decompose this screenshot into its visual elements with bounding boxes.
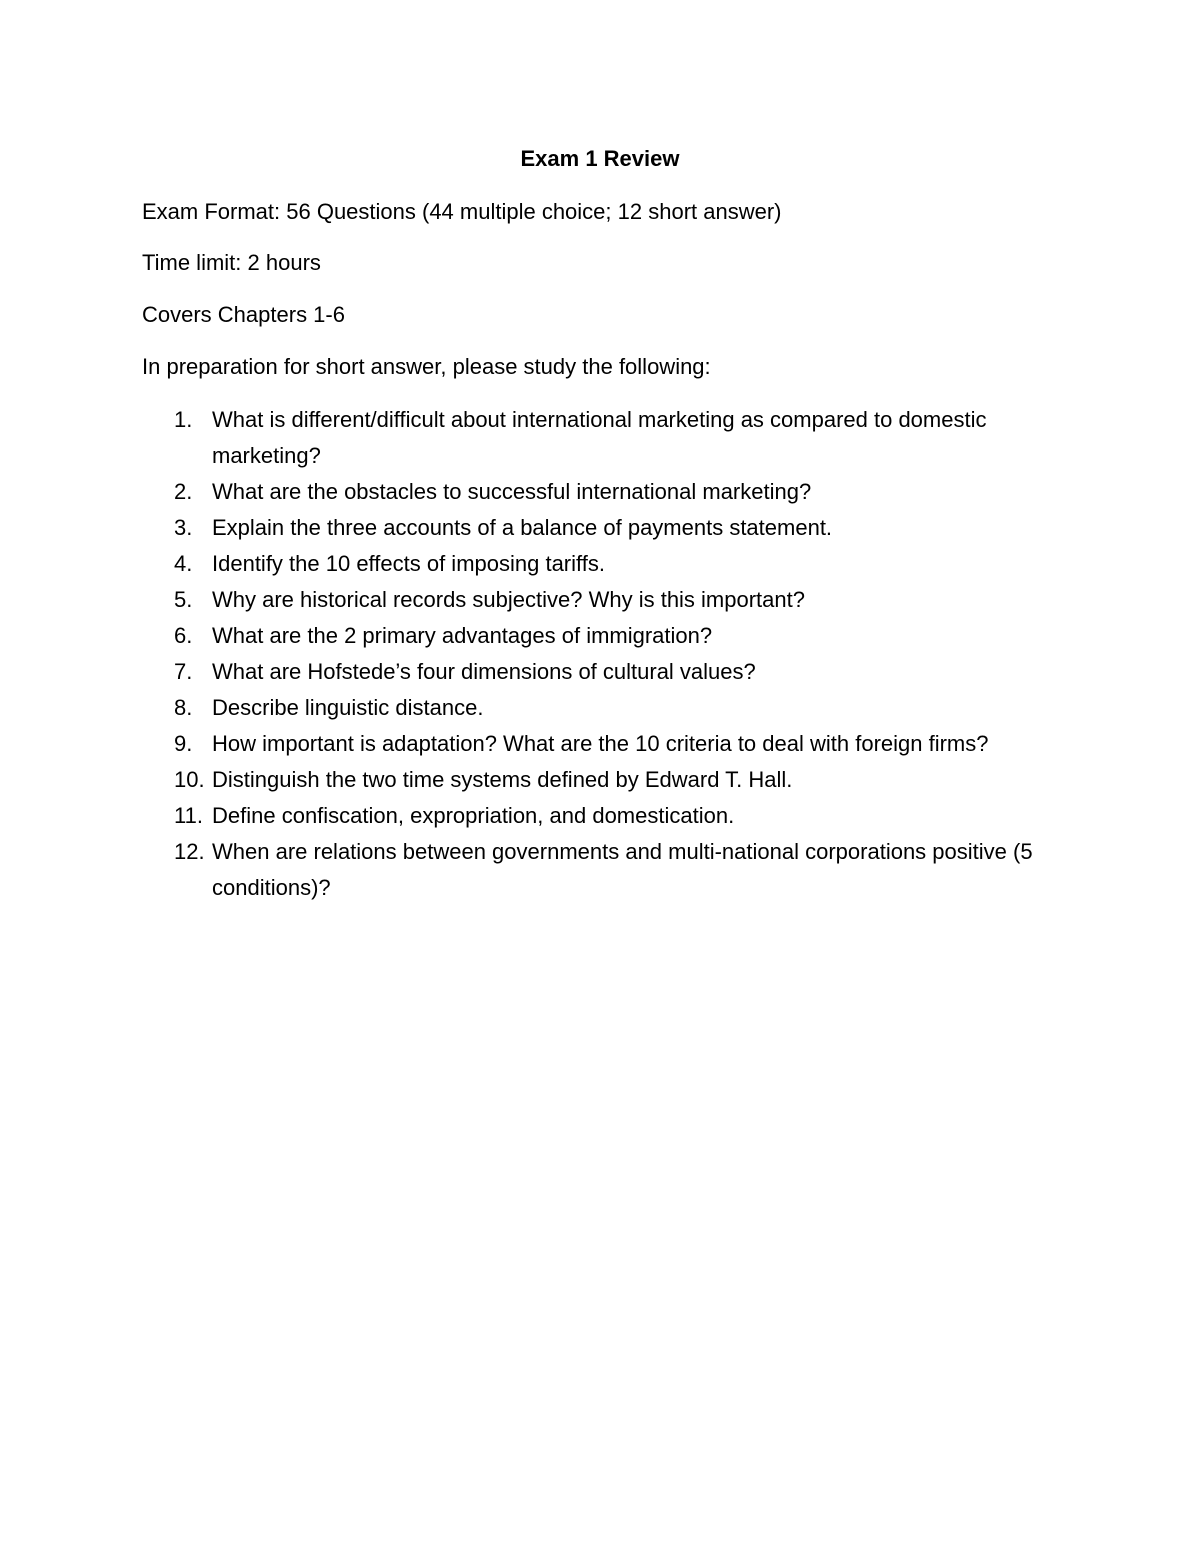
question-number: 8.: [174, 695, 193, 720]
question-number: 4.: [174, 551, 193, 576]
question-text: What are the 2 primary advantages of immigration?: [212, 623, 713, 648]
question-item-8: [142, 690, 1062, 726]
question-number: 3.: [174, 515, 193, 540]
question-number: 1.: [174, 407, 193, 432]
question-number: 5.: [174, 587, 193, 612]
question-item-10: [142, 762, 1062, 798]
question-text: Describe linguistic distance.: [212, 695, 484, 720]
question-item-11: [142, 798, 1062, 834]
question-text: Distinguish the two time systems defined by Edward T. Hall.: [212, 767, 793, 792]
time-limit-line: Time limit: 2 hours: [142, 250, 321, 275]
chapters-line: Covers Chapters 1-6: [142, 302, 345, 327]
question-list: [142, 402, 1062, 906]
question-number: 9.: [174, 731, 193, 756]
question-number: 12.: [174, 839, 205, 864]
exam-format-line: Exam Format: 56 Questions (44 multiple choice; 12 short answer): [142, 199, 782, 224]
question-item-2: [142, 474, 1062, 510]
question-item-12: [142, 834, 1062, 906]
instructions-line: In preparation for short answer, please study the following:: [142, 354, 711, 379]
question-item-7: [142, 654, 1062, 690]
question-item-5: [142, 582, 1062, 618]
question-number: 11.: [174, 803, 203, 828]
document-title: Exam 1 Review: [520, 146, 680, 171]
question-text: Define confiscation, expropriation, and domestication.: [212, 803, 735, 828]
question-text: When are relations between governments and multi-national corporations positive (5 conditions)?: [212, 839, 1033, 900]
question-item-3: [142, 510, 1062, 546]
question-text: What is different/difficult about international marketing as compared to domestic marketing?: [212, 407, 987, 468]
question-text: What are Hofstede’s four dimensions of cultural values?: [212, 659, 756, 684]
question-item-4: [142, 546, 1062, 582]
question-text: How important is adaptation? What are the 10 criteria to deal with foreign firms?: [212, 731, 989, 756]
question-item-1: [142, 402, 1062, 474]
question-text: Identify the 10 effects of imposing tariffs.: [212, 551, 605, 576]
question-text: Why are historical records subjective? Why is this important?: [212, 587, 805, 612]
question-item-6: [142, 618, 1062, 654]
question-text: What are the obstacles to successful international marketing?: [212, 479, 812, 504]
question-number: 6.: [174, 623, 193, 648]
question-item-9: [142, 726, 1062, 762]
question-number: 7.: [174, 659, 193, 684]
question-number: 10.: [174, 767, 205, 792]
question-number: 2.: [174, 479, 193, 504]
question-text: Explain the three accounts of a balance of payments statement.: [212, 515, 833, 540]
